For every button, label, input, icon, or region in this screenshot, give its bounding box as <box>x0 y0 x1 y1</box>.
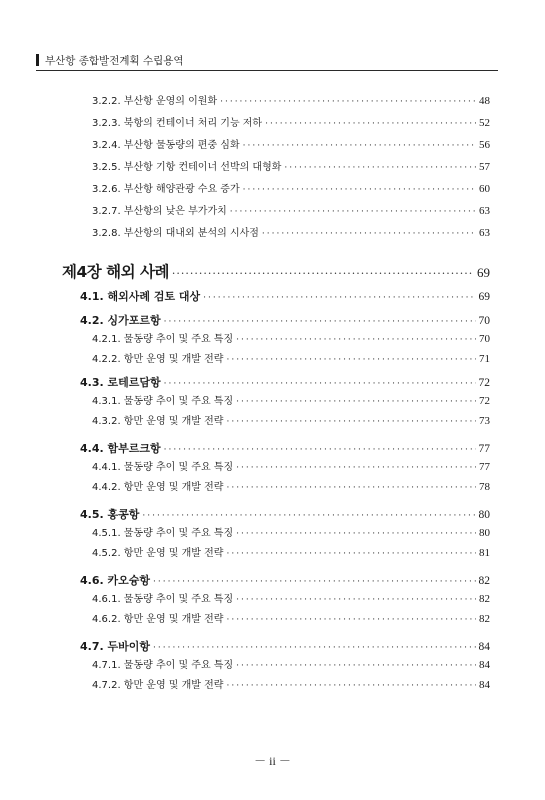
toc-dot-leader <box>236 335 476 345</box>
toc-entry-label: 4.3.1. 물동량 추이 및 주요 특징 <box>92 396 234 407</box>
toc-dot-leader <box>243 185 476 195</box>
toc-page-number: 77 <box>478 443 490 455</box>
toc-page-number: 60 <box>479 183 490 195</box>
toc-page-number: 82 <box>479 593 490 605</box>
toc-page-number: 80 <box>478 509 490 521</box>
toc-entry-label: 4.3.2. 항만 운영 및 개발 전략 <box>92 416 224 427</box>
toc-entry-label: 3.2.5. 부산항 기항 컨테이너 선박의 대형화 <box>92 162 282 173</box>
toc-subsection-entry[interactable] <box>92 590 490 606</box>
toc-page-number: 77 <box>479 461 490 473</box>
toc-page-number: 70 <box>479 333 490 345</box>
toc-section-entry[interactable] <box>80 288 490 306</box>
toc-dot-leader <box>164 445 476 455</box>
toc-page-number: 57 <box>479 161 490 173</box>
toc-page-number: 48 <box>479 95 490 107</box>
toc-dot-leader <box>226 355 476 365</box>
toc-dot-leader <box>153 643 476 653</box>
toc-subsection-entry[interactable] <box>92 524 490 540</box>
toc-entry-label: 4.2. 싱가포르항 <box>80 314 161 327</box>
toc-entry-label: 3.2.4. 부산항 물동량의 편중 심화 <box>92 140 240 151</box>
toc-entry-label: 4.7. 두바이항 <box>80 640 150 653</box>
toc-subsection-entry[interactable] <box>92 412 490 428</box>
toc-section-entry[interactable] <box>80 312 490 330</box>
toc-dot-leader <box>236 529 476 539</box>
toc-dot-leader <box>236 463 476 473</box>
toc-entry-label: 4.6.1. 물동량 추이 및 주요 특징 <box>92 594 234 605</box>
toc-page-number: 72 <box>478 377 490 389</box>
toc-page-number: 82 <box>478 575 490 587</box>
toc-entry-label: 4.6.2. 항만 운영 및 개발 전략 <box>92 614 224 625</box>
toc-subsection-entry[interactable] <box>92 158 490 174</box>
toc-page-number: 84 <box>479 679 490 691</box>
toc-dot-leader <box>236 595 476 605</box>
toc-dot-leader <box>284 163 476 173</box>
toc-dot-leader <box>203 293 475 303</box>
toc-subsection-entry[interactable] <box>92 544 490 560</box>
toc-entry-label: 4.7.1. 물동량 추이 및 주요 특징 <box>92 660 234 671</box>
toc-page-number: 84 <box>478 641 490 653</box>
toc-subsection-entry[interactable] <box>92 656 490 672</box>
toc-dot-leader <box>226 417 476 427</box>
toc-dot-leader <box>230 207 476 217</box>
page-number-footer: － ii － <box>254 754 291 768</box>
toc-entry-label: 4.6. 카오슝항 <box>80 574 150 587</box>
toc-entry-label: 3.2.3. 북항의 컨테이너 처리 기능 저하 <box>92 118 263 129</box>
toc-section-entry[interactable] <box>80 506 490 524</box>
toc-page-number: 73 <box>479 415 490 427</box>
toc-subsection-entry[interactable] <box>92 136 490 152</box>
toc-page-number: 82 <box>479 613 490 625</box>
toc-page-number: 70 <box>478 315 490 327</box>
toc-section-entry[interactable] <box>80 638 490 656</box>
toc-subsection-entry[interactable] <box>92 610 490 626</box>
toc-page-number: 52 <box>479 117 490 129</box>
toc-entry-label: 3.2.6. 부산항 해양관광 수요 증가 <box>92 184 240 195</box>
toc-dot-leader <box>226 483 476 493</box>
toc-page-number: 81 <box>479 547 490 559</box>
toc-section-entry[interactable] <box>80 572 490 590</box>
toc-page-number: 72 <box>479 395 490 407</box>
toc-entry-label: 4.4. 함부르크항 <box>80 442 161 455</box>
toc-dot-leader <box>220 97 476 107</box>
toc-dot-leader <box>226 681 476 691</box>
toc-page-number: 69 <box>478 291 490 303</box>
toc-subsection-entry[interactable] <box>92 458 490 474</box>
toc-page-number: 63 <box>479 227 490 239</box>
toc-subsection-entry[interactable] <box>92 92 490 108</box>
toc-dot-leader <box>153 577 476 587</box>
toc-subsection-entry[interactable] <box>92 676 490 692</box>
toc-entry-label: 3.2.7. 부산항의 낮은 부가가치 <box>92 206 227 217</box>
toc-entry-label: 4.5.1. 물동량 추이 및 주요 특징 <box>92 528 234 539</box>
toc-subsection-entry[interactable] <box>92 478 490 494</box>
toc-page-number: 56 <box>479 139 490 151</box>
toc-subsection-entry[interactable] <box>92 350 490 366</box>
toc-page-number: 69 <box>477 265 490 280</box>
toc-page-number: 84 <box>479 659 490 671</box>
toc-entry-label: 4.5.2. 항만 운영 및 개발 전략 <box>92 548 224 559</box>
toc-entry-label: 3.2.2. 부산항 운영의 이원화 <box>92 96 218 107</box>
toc-subsection-entry[interactable] <box>92 330 490 346</box>
toc-dot-leader <box>226 615 476 625</box>
toc-entry-label: 4.3. 로테르담항 <box>80 376 161 389</box>
toc-entry-label: 4.2.1. 물동량 추이 및 주요 특징 <box>92 334 234 345</box>
toc-entry-label: 4.4.2. 항만 운영 및 개발 전략 <box>92 482 224 493</box>
toc-page-number: 78 <box>479 481 490 493</box>
toc-entry-label: 3.2.8. 부산항의 대내외 분석의 시사점 <box>92 228 259 239</box>
toc-entry-label: 4.5. 홍콩항 <box>80 508 140 521</box>
toc-section-entry[interactable] <box>80 440 490 458</box>
toc-dot-leader <box>236 661 476 671</box>
toc-section-entry[interactable] <box>80 374 490 392</box>
toc-entry-label: 4.2.2. 항만 운영 및 개발 전략 <box>92 354 224 365</box>
toc-page-number: 63 <box>479 205 490 217</box>
toc-dot-leader <box>236 397 476 407</box>
toc-subsection-entry[interactable] <box>92 224 490 240</box>
toc-chapter-entry[interactable] <box>62 260 490 282</box>
toc-entry-label: 4.4.1. 물동량 추이 및 주요 특징 <box>92 462 234 473</box>
toc-subsection-entry[interactable] <box>92 114 490 130</box>
toc-dot-leader <box>142 511 475 521</box>
toc-entry-label: 제4장 해외 사례 <box>62 263 169 281</box>
toc-dot-leader <box>164 379 476 389</box>
toc-subsection-entry[interactable] <box>92 180 490 196</box>
toc-page-number: 71 <box>479 353 490 365</box>
toc-page-number: 80 <box>479 527 490 539</box>
toc-entry-label: 4.7.2. 항만 운영 및 개발 전략 <box>92 680 224 691</box>
toc-subsection-entry[interactable] <box>92 202 490 218</box>
header-title: 부산항 종합발전계획 수립용역 <box>45 55 184 67</box>
toc-dot-leader <box>262 229 476 239</box>
toc-subsection-entry[interactable] <box>92 392 490 408</box>
toc-entry-label: 4.1. 해외사례 검토 대상 <box>80 290 201 303</box>
toc-dot-leader <box>164 317 476 327</box>
toc-dot-leader <box>172 267 474 280</box>
toc-dot-leader <box>226 549 476 559</box>
toc-dot-leader <box>265 119 476 129</box>
toc-dot-leader <box>243 141 476 151</box>
